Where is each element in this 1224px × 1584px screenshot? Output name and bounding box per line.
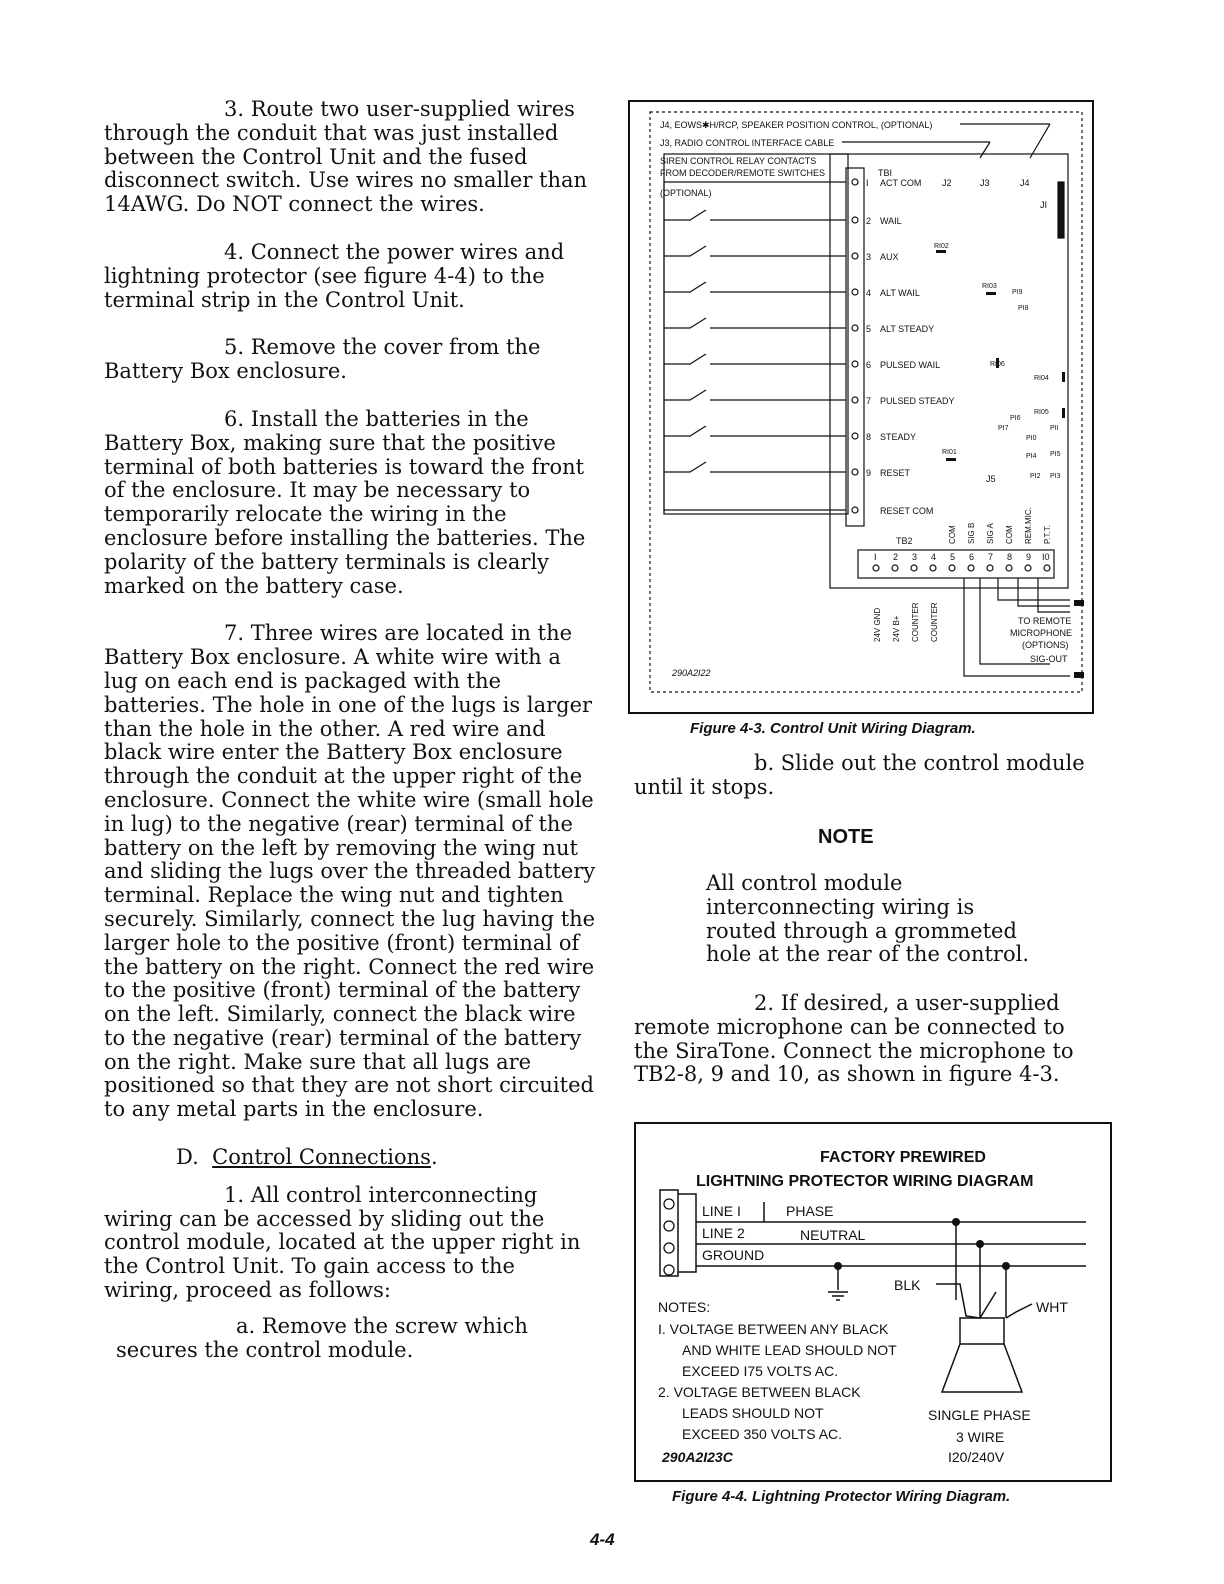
tb2-num-8: 8 (1007, 552, 1013, 562)
note-1c: EXCEED I75 VOLTS AC. (682, 1363, 839, 1379)
tb2-upper-com: COM (948, 525, 957, 544)
tb2-num-10: I0 (1042, 552, 1050, 562)
tb2-num-1: I (874, 552, 877, 562)
figure-4-3-caption: Figure 4-3. Control Unit Wiring Diagram. (690, 720, 976, 737)
label-three-wire: 3 WIRE (956, 1429, 1005, 1445)
label-p13: PI3 (1050, 473, 1061, 480)
label-j1: JI (1040, 200, 1048, 210)
tb1-num-6: 6 (866, 360, 872, 370)
section-d-letter: D. (176, 1145, 199, 1170)
label-voltage: I20/240V (948, 1449, 1005, 1465)
label-r101: RI01 (942, 449, 957, 456)
figure4-title-1: FACTORY PREWIRED (820, 1149, 986, 1166)
label-blk: BLK (894, 1277, 921, 1293)
step-5-paragraph: 5. Remove the cover from the Battery Box enclosure. (104, 335, 541, 384)
label-r104: RI04 (1034, 375, 1049, 382)
label-j2: J2 (942, 178, 952, 188)
step-2-paragraph: 2. If desired, a user-supplied remote microphone can be connected to the SiraTone. Connect the microphone to TB2-8, 9 and 10, as shown in figure 4-3. (634, 991, 1074, 1087)
label-r102: RI02 (934, 243, 949, 250)
figure4-titles (696, 1149, 1033, 1190)
label-j3: J3, RADIO CONTROL INTERFACE CABLE (660, 138, 835, 148)
tb1-label-10: RESET COM (880, 506, 934, 516)
tb2-terminals (873, 565, 1050, 571)
tb2-upper-siga: SIG A (986, 523, 995, 544)
label-siren-2: FROM DECODER/REMOTE SWITCHES (660, 168, 826, 178)
tb1-num-3: 3 (866, 252, 872, 262)
label-p14: PI4 (1026, 453, 1037, 460)
tb1-num-5: 5 (866, 324, 872, 334)
tb1-terminals (852, 179, 858, 513)
label-phase: PHASE (786, 1203, 834, 1219)
label-optional: (OPTIONAL) (660, 188, 712, 198)
tb1-num-7: 7 (866, 396, 872, 406)
figure3-part-number: 290A2I22 (672, 668, 711, 678)
tb2-upper-sigb: SIG B (967, 522, 976, 544)
tb2-num-4: 4 (931, 552, 937, 562)
label-j4-conn: J4 (1020, 178, 1030, 188)
note-1a: I. VOLTAGE BETWEEN ANY BLACK (658, 1321, 889, 1337)
lightning-protector-diagram (636, 1124, 1110, 1480)
figure4-title-2: LIGHTNING PROTECTOR WIRING DIAGRAM (696, 1173, 1034, 1190)
remote-label-1: TO REMOTE (1018, 616, 1072, 626)
note-body: All control module interconnecting wiring is routed through a grommeted hole at the rear of the control. (706, 871, 1029, 967)
note-2a: 2. VOLTAGE BETWEEN BLACK (658, 1384, 861, 1400)
figure4-terminal-screws (664, 1199, 674, 1275)
note-1b: AND WHITE LEAD SHOULD NOT (682, 1342, 897, 1358)
tb1-num-8: 8 (866, 432, 872, 442)
tb1-label-9: RESET (880, 468, 911, 478)
label-tb2: TB2 (896, 536, 913, 546)
label-r103: RI03 (982, 283, 997, 290)
label-tb1: TBI (878, 168, 893, 178)
d-step-1a-paragraph: a. Remove the screw which secures the control module. (116, 1313, 528, 1362)
label-siren-1: SIREN CONTROL RELAY CONTACTS (660, 156, 817, 166)
label-r106: RI06 (990, 361, 1005, 368)
tb1-label-8: STEADY (880, 432, 917, 442)
label-p11: PII (1050, 425, 1059, 432)
label-p10: PI0 (1026, 435, 1037, 442)
label-p12: PI2 (1030, 473, 1041, 480)
label-p17: PI7 (998, 425, 1009, 432)
tb1-label-6: PULSED WAIL (880, 360, 941, 370)
tb2-lower-counter2: COUNTER (930, 602, 939, 642)
remote-label-2: MICROPHONE (1010, 628, 1073, 638)
remote-label-3: (OPTIONS) (1022, 640, 1069, 650)
tb1-label-3: AUX (880, 252, 899, 262)
tb1-label-5: ALT STEADY (880, 324, 935, 334)
figure-4-4 (634, 1122, 1112, 1482)
section-d-heading (104, 1146, 596, 1170)
label-p19: PI9 (1012, 289, 1023, 296)
board-components (936, 250, 1084, 678)
step-b-paragraph: b. Slide out the control module until it stops. (634, 751, 1085, 799)
tb2-num-7: 7 (988, 552, 994, 562)
d-step-1-paragraph: 1. All control interconnecting wiring can be accessed by sliding out the control module, located at the upper right in the Control Unit. To gain access to the wiring, proceed as follows: (104, 1182, 581, 1303)
section-d-period: . (430, 1145, 438, 1170)
label-r105: RI05 (1034, 409, 1049, 416)
notes-heading: NOTES: (658, 1299, 711, 1315)
label-j4: J4, EOWS✱H/RCP, SPEAKER POSITION CONTROL, (OPTIONAL) (660, 120, 933, 130)
tb1-label-7: PULSED STEADY (880, 396, 955, 406)
label-j3-conn: J3 (980, 178, 990, 188)
step-7-paragraph: 7. Three wires are located in the Battery Box enclosure. A white wire with a lug on each end is packaged with the batteries. The hole in one of the lugs is larger than the hole in the other. A red wire and black wire enter the Battery Box enclosure through the conduit at the upper right of the enclosure. Connect the white wire (small hole in lug) to the negative (rear) terminal of the battery on the left by removing the wing nut and sliding the lugs over the threaded battery terminal. Replace the wing nut and tighten securely. Similarly, connect the lug having the larger hole to the positive (front) terminal of the battery on the right. Connect the red wire to the positive (front) terminal of the battery on the left. Similarly, connect the black wire to the negative (rear) terminal of the battery on the right. Make sure that all lugs are positioned so that they are not short circuited to any metal parts in the enclosure. (104, 621, 596, 1122)
tb2-num-2: 2 (893, 552, 899, 562)
tb2-lower-counter1: COUNTER (911, 602, 920, 642)
figure4-labels (658, 1203, 1068, 1465)
label-wht: WHT (1036, 1299, 1068, 1315)
label-neutral: NEUTRAL (800, 1227, 866, 1243)
note-heading: NOTE (818, 826, 874, 848)
label-line1: LINE I (702, 1203, 741, 1219)
left-column (104, 98, 596, 1386)
label-p16: PI6 (1010, 415, 1021, 422)
label-line2: LINE 2 (702, 1225, 745, 1241)
tb2-num-6: 6 (969, 552, 975, 562)
figure4-wiring (660, 1190, 1086, 1392)
control-unit-wiring-diagram (630, 102, 1092, 712)
note-2b: LEADS SHOULD NOT (682, 1405, 824, 1421)
tb2-lower-gnd: 24V GND (873, 607, 882, 642)
tb1-num-1: I (866, 178, 869, 188)
label-j5: J5 (986, 474, 996, 484)
tb1-num-2: 2 (866, 216, 872, 226)
label-p15: PI5 (1050, 451, 1061, 458)
tb2-num-9: 9 (1026, 552, 1032, 562)
tb1-label-1: ACT COM (880, 178, 922, 188)
sig-out-label: SIG-OUT (1030, 654, 1068, 664)
label-single-phase: SINGLE PHASE (928, 1407, 1031, 1423)
step-3-paragraph: 3. Route two user-supplied wires through the conduit that was just installed between the Control Unit and the fused disconnect switch. Use wires no smaller than 14AWG. Do NOT connect the wires. (104, 97, 588, 217)
figure-4-4-caption: Figure 4-4. Lightning Protector Wiring Diagram. (672, 1488, 1011, 1505)
label-ground: GROUND (702, 1247, 765, 1263)
tb2-lower-bplus: 24V B+ (892, 615, 901, 642)
tb2-num-3: 3 (912, 552, 918, 562)
section-d-title: Control Connections (212, 1145, 431, 1170)
tb1-label-2: WAIL (880, 216, 902, 226)
tb2-upper-com2: COM (1005, 525, 1014, 544)
tb2-upper-remmic: REM.MIC. (1024, 507, 1033, 544)
tb1-num-9: 9 (866, 468, 872, 478)
label-p18: PI8 (1018, 305, 1029, 312)
step-4-paragraph: 4. Connect the power wires and lightning protector (see figure 4-4) to the terminal strip in the Control Unit. (104, 239, 565, 312)
step-6-paragraph: 6. Install the batteries in the Battery Box, making sure that the positive terminal of both batteries is toward the front of the enclosure. It may be necessary to temporarily relocate the wiring in the enclosure before installing the batteries. The polarity of the battery terminals is clearly marked on the battery case. (104, 406, 586, 598)
tb1-num-4: 4 (866, 288, 872, 298)
diagram-labels (660, 120, 1072, 678)
figure4-part-number: 290A2I23C (662, 1449, 733, 1465)
figure-4-3 (628, 100, 1094, 714)
page-number: 4-4 (590, 1530, 615, 1549)
tb2-upper-ptt: P.T.T. (1043, 525, 1052, 544)
tb2-num-5: 5 (950, 552, 956, 562)
note-2c: EXCEED 350 VOLTS AC. (682, 1426, 843, 1442)
tb1-label-4: ALT WAIL (880, 288, 920, 298)
